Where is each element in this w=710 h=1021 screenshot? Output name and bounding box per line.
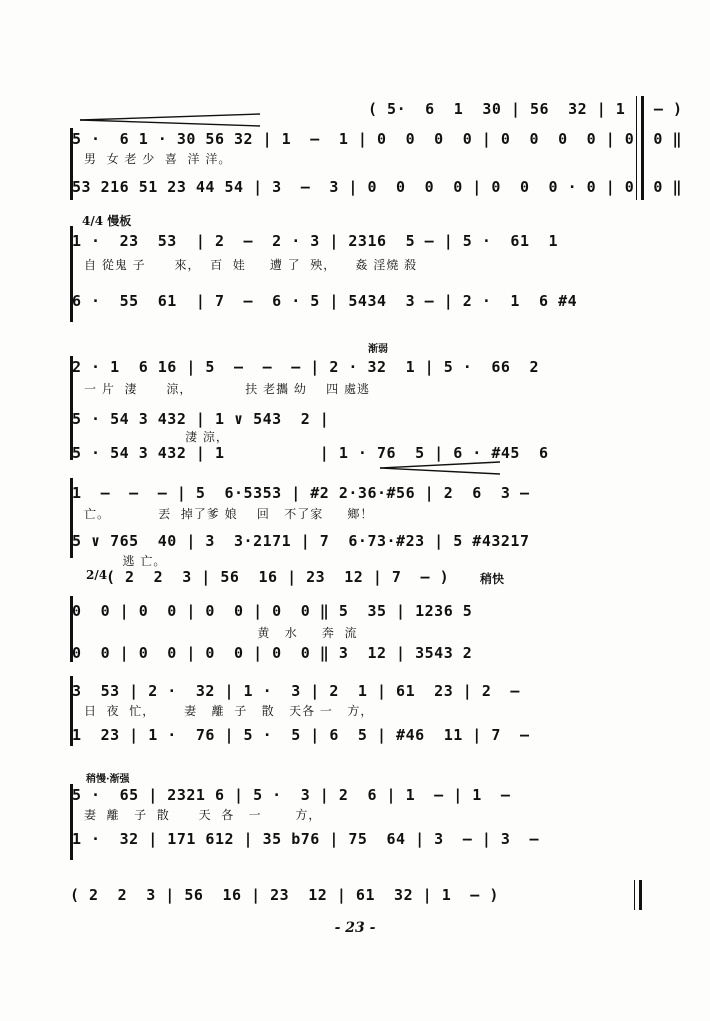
dynamic-mark: 渐弱 [368,344,388,355]
bass-line: 53 216 51 23 44 54 | 3 — 3 | 0 0 0 0 | 0 0 0 · 0 | 0 0 ‖ [72,178,682,196]
time-signature: 4/4 慢板 [82,214,132,228]
bass-lyric-line: 逃 亡。 [84,554,167,568]
lyric-line: 亡。 丟 掉了爹 娘 回 不了家 鄉！ [84,507,374,521]
bass-line: 1 · 32 | 171 612 | 35 b76 | 75 64 | 3 — | 3 — [72,830,540,848]
melody-line: 2 · 1 6 16 | 5 — — — | 2 · 32 1 | 5 · 66 2 [72,358,540,376]
tempo-mark: 慢板 [107,214,132,228]
bass-line: 0 0 | 0 0 | 0 0 | 0 0 ‖ 3 12 | 3543 2 [72,644,473,662]
inner-lyric-line: 淒 涼， [84,430,229,444]
section-end-barline [636,96,644,200]
bass-line: 1 23 | 1 · 76 | 5 · 5 | 6 5 | #46 11 | 7 — [72,726,530,744]
lyric-line: 妻 離 子 散 天 各 一 方， [84,808,322,822]
bass-line: 5 ∨ 765 40 | 3 3·2171 | 7 6·73·#23 | 5 #43217 [72,532,530,550]
melody-line: 1 · 23 53 | 2 — 2 · 3 | 2316 5 — | 5 · 61 1 [72,232,559,250]
melody-line: 1 — — — | 5 6·5353 | #2 2·36·#56 | 2 6 3 — [72,484,530,502]
tempo-mark: 稍快 [480,572,505,586]
bass-line: 5 · 54 3 432 | 1 | 1 · 76 5 | 6 · #45 6 [72,444,549,462]
final-barline [634,880,642,910]
inner-voice-line: 5 · 54 3 432 | 1 ∨ 543 2 | [72,410,330,428]
melody-line: 0 0 | 0 0 | 0 0 | 0 0 ‖ 5 35 | 1236 5 [72,602,473,620]
outro-phrase: ( 2 2 3 | 56 16 | 23 12 | 61 32 | 1 — ) [70,886,499,904]
tempo-dynamic-mark: 稍慢·渐强 [86,774,130,785]
crescendo-hairpin [380,460,500,476]
intro-phrase: ( 2 2 3 | 56 16 | 23 12 | 7 — ) [106,568,450,586]
melody-line: 5 · 65 | 2321 6 | 5 · 3 | 2 6 | 1 — | 1 — [72,786,511,804]
intro-phrase: ( 5· 6 1 30 | 56 32 | 1 — ) [368,100,683,118]
lyric-line: 黄 水 奔 流 [84,626,358,640]
melody-line: 5 · 6 1 · 30 56 32 | 1 — 1 | 0 0 0 0 | 0 0 0 0 | 0 0 ‖ [72,130,682,148]
time-signature-change: 2/4 [86,568,108,582]
page-number: - 23 - [334,920,376,936]
lyric-line: 日 夜 忙， 妻 離 子 散 天各 一 方， [84,704,374,718]
lyric-line: 一 片 淒 涼， 扶 老攜 幼 四 處逃 [84,382,370,396]
melody-line: 3 53 | 2 · 32 | 1 · 3 | 2 1 | 61 23 | 2 — [72,682,520,700]
crescendo-hairpin [80,112,260,128]
lyric-line: 自 從鬼 子 來， 百 娃 遭 了 殃， 姦 淫燒 殺 [84,258,418,272]
lyric-line: 男 女 老 少 喜 洋 洋。 [84,152,232,166]
bass-line: 6 · 55 61 | 7 — 6 · 5 | 5434 3 — | 2 · 1 6 #4 [72,292,578,310]
